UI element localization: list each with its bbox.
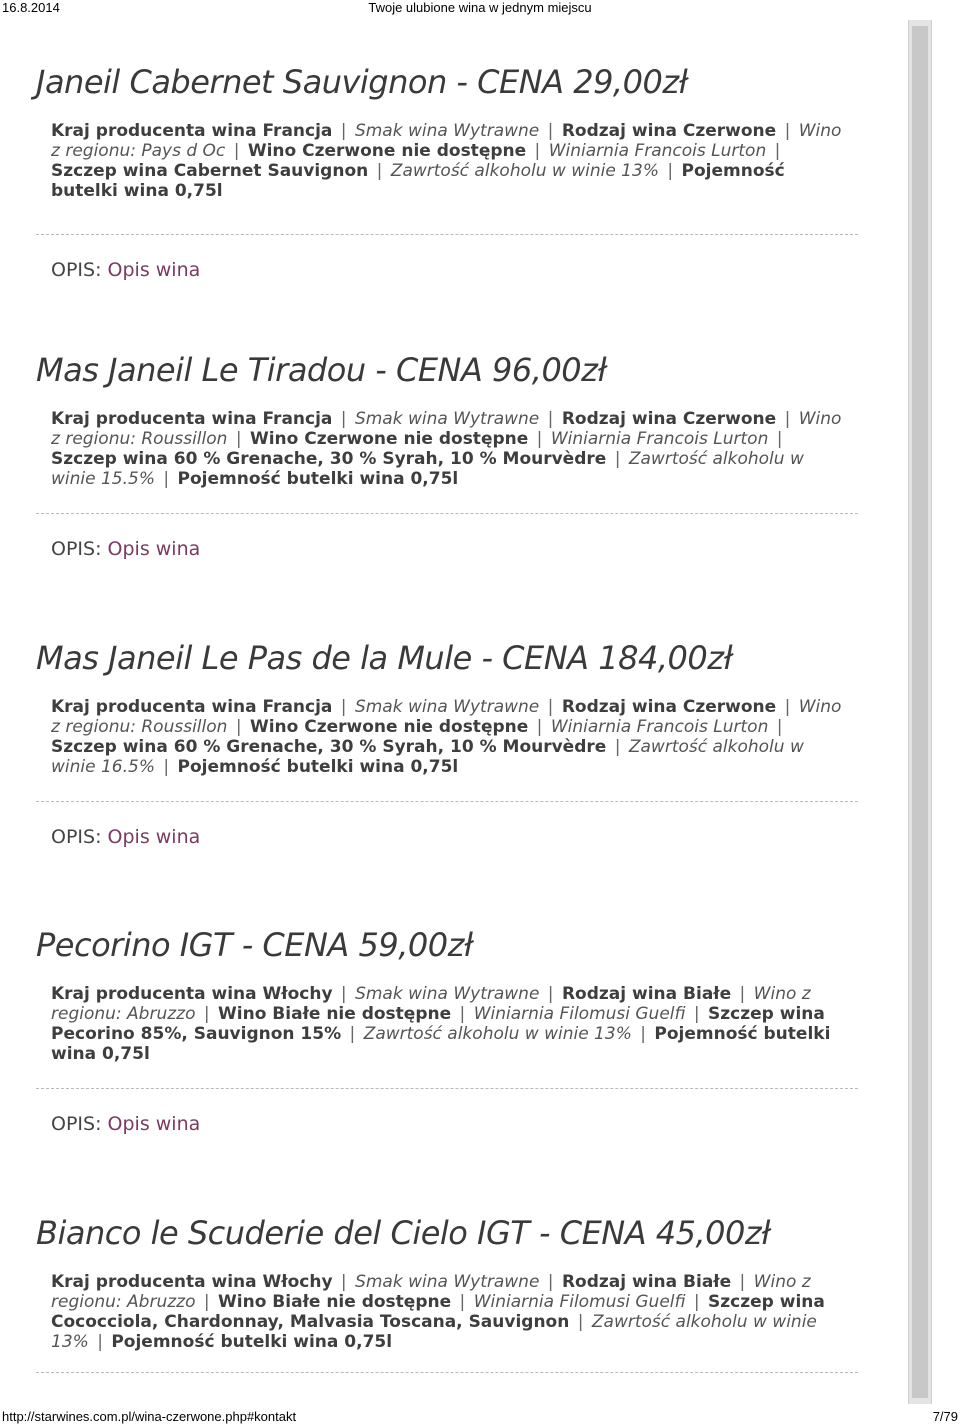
print-footer (0, 1408, 960, 1426)
separator: | (688, 1004, 706, 1024)
separator: | (158, 757, 175, 777)
wine-attribute: Wino z regionu: Pays d Oc (51, 121, 842, 161)
separator: | (542, 984, 559, 1004)
wine-attributes (51, 697, 851, 777)
scrollbar-thumb[interactable] (912, 26, 928, 1398)
page-title: Twoje ulubione wina w jednym miejscu (368, 0, 592, 15)
separator: | (335, 1272, 353, 1292)
wine-attribute: Zawrtość alkoholu w winie 13% (363, 1024, 632, 1044)
separator: | (335, 409, 352, 429)
wine-attribute: Szczep wina Cococciola, Chardonnay, Malvasia Toscana, Sauvignon (51, 1292, 825, 1332)
separator: | (344, 1024, 361, 1044)
wine-attribute: Rodzaj wina Czerwone (561, 409, 777, 429)
wine-attribute: Szczep wina Cabernet Sauvignon (51, 161, 369, 181)
divider (36, 234, 858, 235)
wine-title: Mas Janeil Le Tiradou - CENA 96,00zł (36, 351, 607, 389)
divider (36, 801, 858, 802)
wine-attribute: Zawrtość alkoholu w winie 13% (390, 161, 659, 181)
wine-attribute: Rodzaj wina Białe (561, 1272, 732, 1292)
separator: | (230, 717, 247, 737)
separator: | (230, 429, 247, 449)
separator: | (542, 1272, 559, 1292)
wine-attribute: Kraj producenta wina Francja (51, 409, 333, 429)
separator: | (454, 1292, 471, 1312)
separator: | (91, 1332, 109, 1352)
wine-entry (0, 638, 900, 849)
opis-line (51, 1112, 900, 1136)
scrollbar[interactable] (908, 20, 932, 1404)
wine-title: Mas Janeil Le Pas de la Mule - CENA 184,00zł (36, 639, 733, 677)
wine-attribute: Smak wina Wytrawne (354, 121, 540, 141)
separator: | (734, 984, 751, 1004)
opis-label: OPIS: (51, 826, 102, 848)
wine-attributes (51, 409, 851, 489)
separator: | (661, 161, 679, 181)
wine-attribute: Szczep wina 60 % Grenache, 30 % Syrah, 10 % Mourvèdre (51, 737, 607, 757)
opis-link[interactable]: Opis wina (107, 538, 201, 560)
wine-title: Pecorino IGT - CENA 59,00zł (36, 926, 473, 964)
separator: | (769, 141, 781, 161)
opis-label: OPIS: (51, 538, 102, 560)
wine-attribute: Pojemność butelki wina 0,75l (177, 757, 459, 777)
wine-attribute: Wino Białe nie dostępne (218, 1004, 452, 1024)
separator: | (779, 409, 796, 429)
wine-attribute: Winiarnia Filomusi Guelfi (473, 1004, 686, 1024)
wine-attributes (51, 1272, 851, 1352)
wine-attribute: Winiarnia Filomusi Guelfi (473, 1292, 686, 1312)
wine-attribute: Pojemność butelki wina 0,75l (51, 161, 785, 201)
wine-attribute: Kraj producenta wina Francja (51, 697, 333, 717)
wine-attribute: Wino z regionu: Roussillon (51, 409, 842, 449)
wine-attributes (51, 984, 851, 1064)
print-date: 16.8.2014 (2, 0, 60, 15)
wine-attribute: Zawrtość alkoholu w winie 16.5% (51, 737, 804, 777)
wine-attribute: Rodzaj wina Czerwone (561, 121, 777, 141)
wine-attribute: Wino Czerwone nie dostępne (249, 717, 529, 737)
separator: | (198, 1292, 216, 1312)
wine-attribute: Winiarnia Francois Lurton (550, 429, 769, 449)
wine-attribute: Pojemność butelki wina 0,75l (177, 469, 459, 489)
opis-line (51, 258, 900, 282)
wine-attribute: Winiarnia Francois Lurton (548, 141, 767, 161)
separator: | (531, 429, 548, 449)
wine-title: Bianco le Scuderie del Cielo IGT - CENA 45,00zł (36, 1214, 770, 1252)
separator: | (688, 1292, 706, 1312)
opis-link[interactable]: Opis wina (107, 1113, 201, 1135)
wine-attribute: Wino Czerwone nie dostępne (247, 141, 527, 161)
divider (36, 1372, 858, 1373)
page-url[interactable]: http://starwines.com.pl/wina-czerwone.php#kontakt (2, 1409, 297, 1424)
wine-attribute: Winiarnia Francois Lurton (550, 717, 769, 737)
wine-attribute: Smak wina Wytrawne (355, 1272, 540, 1292)
wine-attribute: Pojemność butelki wina 0,75l (111, 1332, 393, 1352)
separator: | (454, 1004, 471, 1024)
separator: | (335, 697, 352, 717)
separator: | (335, 984, 353, 1004)
wine-attributes (51, 121, 851, 201)
wine-attribute: Smak wina Wytrawne (354, 697, 540, 717)
separator: | (634, 1024, 652, 1044)
separator: | (779, 121, 796, 141)
separator: | (531, 717, 548, 737)
wine-attribute: Szczep wina Pecorino 85%, Sauvignon 15% (51, 1004, 825, 1044)
separator: | (572, 1312, 589, 1332)
separator: | (529, 141, 546, 161)
wine-attribute: Wino Białe nie dostępne (218, 1292, 452, 1312)
opis-link[interactable]: Opis wina (107, 826, 201, 848)
wine-attribute: Kraj producenta wina Włochy (51, 1272, 333, 1292)
separator: | (198, 1004, 216, 1024)
opis-line (51, 537, 900, 561)
separator: | (609, 737, 626, 757)
wine-attribute: Wino z regionu: Roussillon (51, 697, 842, 737)
separator: | (228, 141, 245, 161)
page-number: 7/79 (932, 1409, 958, 1424)
opis-label: OPIS: (51, 1113, 102, 1135)
wine-attribute: Kraj producenta wina Francja (51, 121, 333, 141)
wine-title: Janeil Cabernet Sauvignon - CENA 29,00zł (36, 63, 688, 101)
opis-line (51, 825, 900, 849)
wine-attribute: Wino z regionu: Abruzzo (51, 984, 811, 1024)
separator: | (158, 469, 175, 489)
opis-link[interactable]: Opis wina (107, 259, 201, 281)
separator: | (771, 429, 783, 449)
wine-entry (0, 925, 900, 1136)
wine-attribute: Smak wina Wytrawne (355, 984, 540, 1004)
wine-attribute: Szczep wina 60 % Grenache, 30 % Syrah, 10 % Mourvèdre (51, 449, 607, 469)
separator: | (371, 161, 388, 181)
wine-attribute: Smak wina Wytrawne (354, 409, 540, 429)
wine-entry (0, 62, 900, 282)
separator: | (771, 717, 783, 737)
separator: | (734, 1272, 751, 1292)
wine-attribute: Kraj producenta wina Włochy (51, 984, 333, 1004)
wine-attribute: Pojemność butelki wina 0,75l (51, 1024, 831, 1064)
separator: | (335, 121, 352, 141)
divider (36, 513, 858, 514)
wine-attribute: Wino z regionu: Abruzzo (51, 1272, 811, 1312)
separator: | (542, 121, 559, 141)
wine-attribute: Rodzaj wina Białe (561, 984, 732, 1004)
wine-attribute: Zawrtość alkoholu w winie 15.5% (51, 449, 804, 489)
wine-attribute: Rodzaj wina Czerwone (561, 697, 777, 717)
separator: | (542, 409, 559, 429)
separator: | (779, 697, 796, 717)
wine-entry (0, 1213, 900, 1373)
opis-label: OPIS: (51, 259, 102, 281)
separator: | (609, 449, 626, 469)
wine-attribute: Zawrtość alkoholu w winie 13% (51, 1312, 817, 1352)
wine-entry (0, 350, 900, 561)
wine-attribute: Wino Czerwone nie dostępne (249, 429, 529, 449)
print-header (0, 0, 960, 16)
divider (36, 1088, 858, 1089)
separator: | (542, 697, 559, 717)
